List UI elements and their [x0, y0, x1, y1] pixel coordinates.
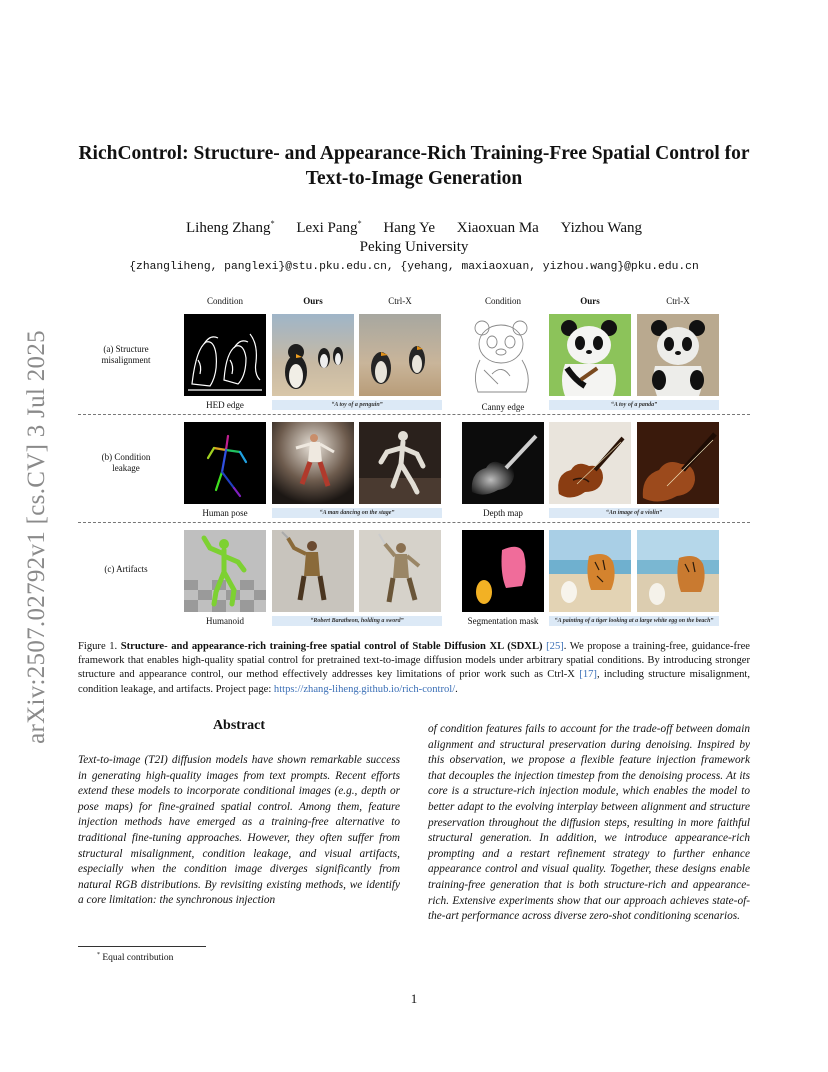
- image-ctrlx-violin: [637, 422, 719, 504]
- author-4: Xiaoxuan Ma: [456, 220, 539, 236]
- image-human-pose-skeleton: [184, 422, 266, 504]
- label-depth-map: Depth map: [483, 508, 523, 518]
- footnote: * Equal contribution: [97, 952, 174, 964]
- image-ctrlx-warrior: [359, 530, 441, 612]
- prompt-tiger-egg: “A painting of a tiger looking at a large white egg on the beach”: [549, 616, 719, 626]
- caption-label: Figure 1.: [78, 641, 118, 652]
- title-line-2: Text-to-Image Generation: [305, 168, 523, 189]
- image-depth-map-violin: [462, 422, 544, 504]
- caption-bold: Structure- and appearance-rich training-free spatial control of Stable Diffusion XL (SDXL): [120, 641, 543, 652]
- col-header-ours: Ours: [303, 296, 323, 306]
- arxiv-stamp-text: arXiv:2507.02792v1 [cs.CV] 3 Jul 2025: [23, 330, 51, 744]
- image-ctrlx-tiger-egg: [637, 530, 719, 612]
- image-canny-edge-panda: [462, 314, 544, 396]
- image-ctrlx-panda-toy: [637, 314, 719, 396]
- figure-1: [78, 296, 750, 626]
- row-label-condition-leakage: (b) Condition leakage: [101, 452, 151, 473]
- affiliation: Peking University: [359, 239, 469, 255]
- image-ours-tiger-egg: [549, 530, 631, 612]
- col-header-condition-2: Condition: [484, 296, 521, 306]
- image-hed-edge-penguins: [184, 314, 266, 396]
- label-humanoid: Humanoid: [206, 616, 244, 626]
- caption-text-1: . We propose a training-free, guidance-free framework that enables high-quality spatial control for pretrained text-to-image diffusion models under arbitrary spatial conditions. By introducing stronger structure and appearance control, our method effectively addresses key limitations of prior work such as Ctrl-X: [78, 641, 750, 681]
- title-line-1: RichControl: Structure- and Appearance-Rich Training-Free Spatial Control for: [78, 143, 750, 164]
- image-ours-dancer: [272, 422, 354, 504]
- footnote-rule: [78, 946, 206, 947]
- citation-25[interactable]: [25]: [546, 641, 564, 652]
- prompt-penguin: “A toy of a penguin”: [272, 400, 442, 410]
- image-ours-warrior: [272, 530, 354, 612]
- project-page-link[interactable]: https://zhang-liheng.github.io/rich-control/: [273, 683, 456, 695]
- author-3: Hang Ye: [383, 220, 435, 236]
- author-2: Lexi Pang*: [296, 219, 362, 236]
- label-human-pose: Human pose: [202, 508, 248, 518]
- page-number: 1: [410, 991, 418, 1006]
- image-ours-violin: [549, 422, 631, 504]
- row-label-artifacts: (c) Artifacts: [104, 564, 148, 574]
- col-header-condition: Condition: [206, 296, 243, 306]
- image-segmentation-mask: [462, 530, 544, 612]
- label-segmentation-mask: Segmentation mask: [467, 616, 539, 626]
- row-divider-1: [78, 414, 750, 415]
- prompt-panda: “A toy of a panda”: [549, 400, 719, 410]
- row-label-structure-misalignment: (a) Structure misalignment: [101, 344, 151, 365]
- image-ours-penguin-toy: [272, 314, 354, 396]
- author-5: Yizhou Wang: [560, 220, 642, 236]
- prompt-dancer: “A man dancing on the stage”: [272, 508, 442, 518]
- row-divider-2: [78, 522, 750, 523]
- image-ours-panda-toy: [549, 314, 631, 396]
- label-hed-edge: HED edge: [206, 400, 244, 410]
- image-ctrlx-penguin-toy: [359, 314, 441, 396]
- prompt-warrior: “Robert Baratheon, holding a sword”: [272, 616, 442, 626]
- abstract-left-column: Text-to-image (T2I) diffusion models have shown remarkable success in generating high-quality images from text prompts. Recent efforts extend these models to incorporate conditional images (e.g., depth or pose maps) for fine-grained spatial control. Among them, feature injection methods have emerged as a training-free alternative to traditional fine-tuning approaches. However, they often suffer from structural misalignment, condition leakage, and visual artifacts, especially when the condition image diverges significantly from natural RGB distributions. By revisiting existing methods, we identify a core limitation: the synchronous injection: [78, 754, 400, 907]
- col-header-ours-2: Ours: [580, 296, 600, 306]
- citation-17[interactable]: [17]: [579, 669, 597, 681]
- author-list: [70, 219, 758, 237]
- abstract-right-column: of condition features fails to account for the trade-off between domain alignment and structural preservation during denoising. Inspired by this observation, we propose a flexible feature injection framework that decouples the injection timestep from the denoising process. At its core is a structure-rich injection module, which enables the model to better adapt to the evolving interplay between alignment and structure preservation throughout the diffusion steps, resulting in more faithful structural generation. In addition, we introduce appearance-rich prompting and a restart refinement strategy to further enhance appearance control and visual quality. Together, these designs enable training-free generation that is both structure-rich and appearance-rich. Extensive experiments show that our approach achieves state-of-the-art performance across diverse zero-shot conditioning scenarios.: [428, 723, 750, 923]
- arxiv-stamp: [22, 312, 52, 762]
- label-canny-edge: Canny edge: [481, 402, 525, 412]
- figure-caption: Figure 1. Structure- and appearance-rich training-free spatial control of Stable Diffusion XL (SDXL) [25]. We propose a training-free, guidance-free framework that enables high-quality spatial control for pretrained text-to-image diffusion models under arbitrary spatial conditions. By introducing stronger structure and appearance control, our method effectively addresses key limitations of prior work such as Ctrl-X [17], including structure misalignment, condition leakage, and artifacts. Project page: https://zhang-liheng.github.io/rich-control/.: [78, 641, 751, 695]
- author-1: Liheng Zhang*: [186, 219, 275, 236]
- abstract-heading: Abstract: [212, 718, 266, 733]
- paper-title: [70, 141, 758, 191]
- image-ctrlx-dancer: [359, 422, 441, 504]
- prompt-violin: “An image of a violin”: [549, 508, 719, 518]
- author-emails: {zhangliheng, panglexi}@stu.pku.edu.cn, {yehang, maxiaoxuan, yizhou.wang}@pku.edu.cn: [129, 261, 699, 273]
- image-humanoid: [184, 530, 266, 612]
- caption-text-2: , including structure misalignment, condition leakage, and artifacts. Project page:: [78, 669, 751, 695]
- col-header-ctrlx: Ctrl-X: [388, 296, 412, 306]
- col-header-ctrlx-2: Ctrl-X: [666, 296, 690, 306]
